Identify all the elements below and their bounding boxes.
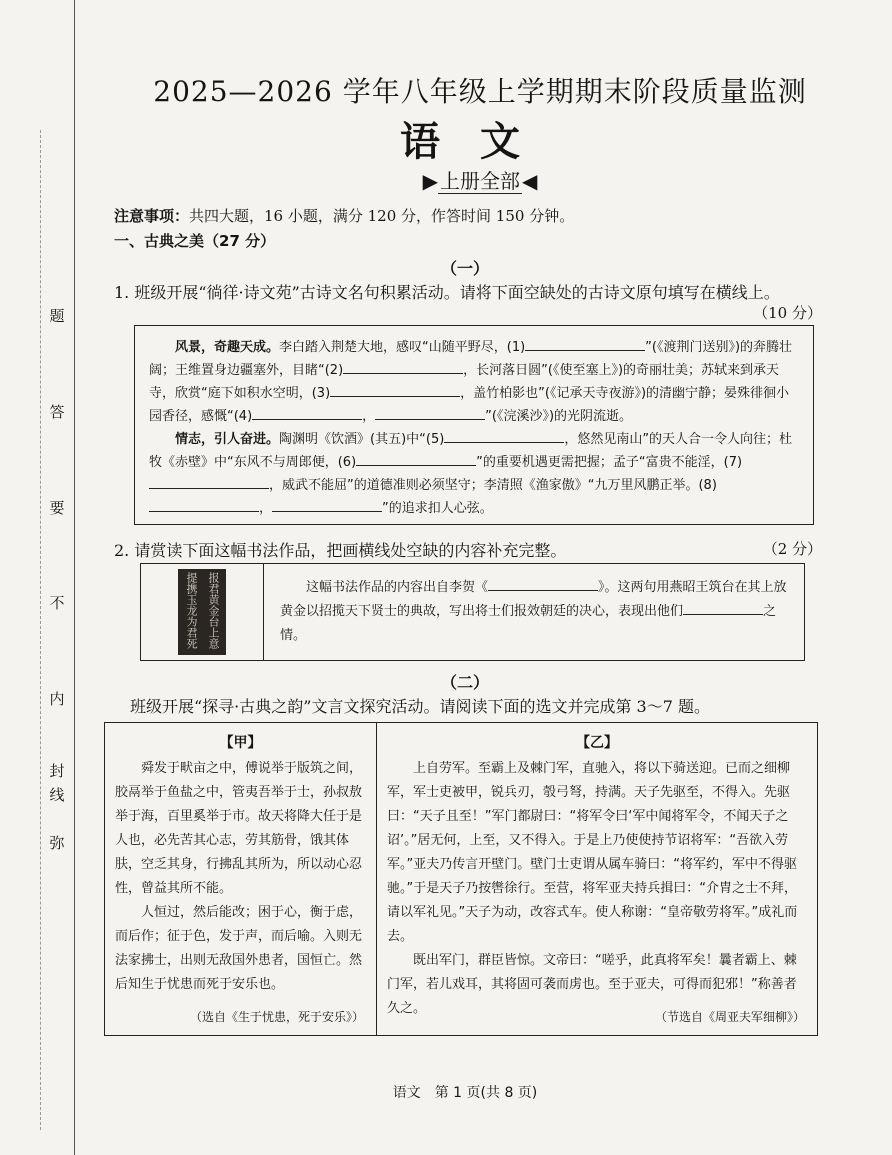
margin-char: 题: [49, 307, 65, 325]
text: ”(《渡荆门送别》)的奔腾壮阔；王维置身边疆塞外，目睹“(2): [149, 340, 793, 378]
question-1-box: [134, 325, 814, 525]
text: ，盖竹柏影也”(《记承天寺夜游》)的清幽宁静；晏殊徘徊小园香径，感慨“(4): [149, 386, 790, 424]
question-1-paragraph: [149, 336, 799, 428]
answer-blank[interactable]: [488, 576, 598, 591]
exam-subject: 语文: [400, 118, 560, 165]
margin-char: 答: [49, 402, 65, 421]
text: ，威武不能屈”的道德准则必须坚守；李清照《渔家傲》“九万里风鹏正举。(8): [269, 478, 717, 493]
passage-title: 【甲】: [219, 735, 262, 751]
margin-dashed-line: [40, 130, 41, 1130]
question-1-prompt: 1. 班级开展“徜徉·诗文苑”古诗文名句积累活动。请将下面空缺处的古诗文原句填写在横线上。: [114, 283, 780, 302]
text: 这幅书法作品的内容出自李贺《: [306, 580, 489, 595]
answer-blank[interactable]: [525, 336, 645, 351]
section-heading: 一、古典之美（27 分）: [114, 232, 276, 250]
margin-char: 线: [49, 785, 65, 804]
reading-passages-box: [104, 722, 818, 1036]
question-2-text: [264, 564, 804, 660]
text: ，长河落日圆”(《使至塞上》)的奇丽壮美；苏轼来到承天寺，欣赏“庭下如积水空明，(3): [149, 363, 780, 401]
text: ，悠然见南山”的天人合一令人向往；杜牧《赤壁》中“东风不与周郎便，(6): [149, 432, 793, 470]
answer-blank[interactable]: [272, 497, 382, 512]
answer-blank[interactable]: [444, 428, 564, 443]
scope-label: 上册全部: [440, 169, 520, 193]
paragraph-head: 风景，奇趣天成。: [175, 340, 280, 355]
question-1-paragraph: [149, 428, 799, 520]
calligraphy-image: [141, 564, 264, 660]
notice-text: 共四大题，16 小题，满分 120 分，作答时间 150 分钟。: [189, 207, 575, 225]
text: ，: [259, 501, 273, 516]
passage-paragraph: 舜发于畎亩之中，傅说举于版筑之间，胶鬲举于鱼盐之中，管夷吾举于士，孙叔敖举于海，百里奚举于市。故天将降大任于是人也，必先苦其心志，劳其筋骨，饿其体肤，空乏其身，行拂乱其所为，所以动心忍性，曾益其所不能。: [115, 761, 363, 896]
passage-source: （选自《生于忧患，死于安乐》）: [189, 1010, 364, 1024]
text: ”的追求扣人心弦。: [382, 501, 493, 516]
answer-blank[interactable]: [149, 474, 269, 489]
passage-paragraph: 人恒过，然后能改；困于心，衡于虑，而后作；征于色，发于声，而后喻。入则无法家拂士，出则无敌国外患者，国恒亡。然后知生于忧患而死于安乐也。: [115, 905, 363, 992]
paragraph-head: 情志，引人奋进。: [175, 432, 280, 447]
question-2-box: [140, 563, 805, 661]
calligraphy-column: 报君黄金台上意: [207, 572, 220, 649]
answer-blank[interactable]: [330, 382, 460, 397]
passage-paragraph: 既出军门，群臣皆惊。文帝曰：“嗟乎，此真将军矣！曩者霸上、棘门军，若儿戏耳，其将固可袭而虏也。至于亚夫，可得而犯邪！”称善者久之。: [387, 953, 797, 1016]
passage-paragraph: 上自劳军。至霸上及棘门军，直驰入，将以下骑送迎。已而之细柳军，军士吏被甲，锐兵刃，彀弓弩，持满。天子先驱至，不得入。先驱曰：“天子且至！”军门都尉曰：“将军令曰‘军中闻将军令，不闻天子之诏’。”居无何，上至，又不得入。于是上乃使使持节诏将军：“吾欲入劳军。”亚夫乃传言开壁门。壁门士吏谓从属车骑曰：“将军约，军中不得驱驰。”于是天子乃按辔徐行。至营，将军亚夫持兵揖曰：“介胄之士不拜，请以军礼见。”天子为动，改容式车。使人称谢：“皇帝敬劳将军。”成礼而去。: [387, 761, 798, 944]
text: ”的重要机遇更需把握；孟子“富贵不能淫，(7): [476, 455, 743, 470]
margin-char: 不: [49, 594, 65, 613]
margin-char: 要: [49, 498, 65, 517]
binding-margin-text: [46, 305, 68, 805]
text: ，: [362, 409, 376, 424]
text: ”(《浣溪沙》)的光阴流逝。: [485, 409, 633, 424]
answer-blank[interactable]: [683, 600, 763, 615]
answer-blank[interactable]: [375, 405, 485, 420]
margin-char: 内: [49, 690, 65, 709]
answer-blank[interactable]: [343, 359, 463, 374]
notice-label: 注意事项：: [114, 207, 190, 225]
answer-blank[interactable]: [149, 497, 259, 512]
question-2-prompt: 2. 请赏读下面这幅书法作品，把画横线处空缺的内容补充完整。: [114, 541, 567, 560]
page-footer: 语文 第 1 页(共 8 页): [392, 1085, 538, 1101]
question-2-paragraph: [280, 576, 788, 648]
scope-arrow-right-icon: ◀: [522, 169, 538, 193]
passage-title: 【乙】: [576, 735, 618, 751]
notice: [114, 205, 574, 226]
answer-blank[interactable]: [356, 451, 476, 466]
exam-scope: [100, 165, 860, 194]
calligraphy-column: 提携玉龙为君死: [185, 572, 198, 649]
binding-line: [74, 0, 75, 1155]
exam-title: 2025—2026 学年八年级上学期期末阶段质量监测: [153, 75, 807, 108]
text: 之情。: [280, 604, 777, 643]
text: 陶渊明《饮酒》(其五)中“(5): [279, 432, 445, 447]
part-2-intro: 班级开展“探寻·古典之韵”文言文探究活动。请阅读下面的选文并完成第 3～7 题。: [130, 697, 710, 716]
passage-yi: [377, 723, 817, 1035]
part-heading: （一）: [440, 259, 489, 278]
part-heading: （二）: [440, 673, 489, 692]
margin-char-mi: 弥: [49, 834, 65, 852]
answer-blank[interactable]: [252, 405, 362, 420]
text: 李白踏入荆楚大地，感叹“山随平野尽，(1): [279, 340, 526, 355]
question-2-score: （2 分）: [762, 540, 822, 558]
passage-source: （节选自《周亚夫军细柳》）: [654, 1010, 805, 1024]
margin-char-seal: 封: [49, 762, 65, 780]
text: 》。这两句用燕昭王筑台在其上放黄金以招揽天下贤士的典故，写出将士们报效朝廷的决心，表现出他们: [280, 580, 787, 619]
passage-jia: [105, 723, 377, 1035]
calligraphy-artwork: [178, 569, 226, 655]
scope-arrow-left-icon: ▶: [422, 169, 438, 193]
question-1-score: （10 分）: [753, 304, 822, 322]
